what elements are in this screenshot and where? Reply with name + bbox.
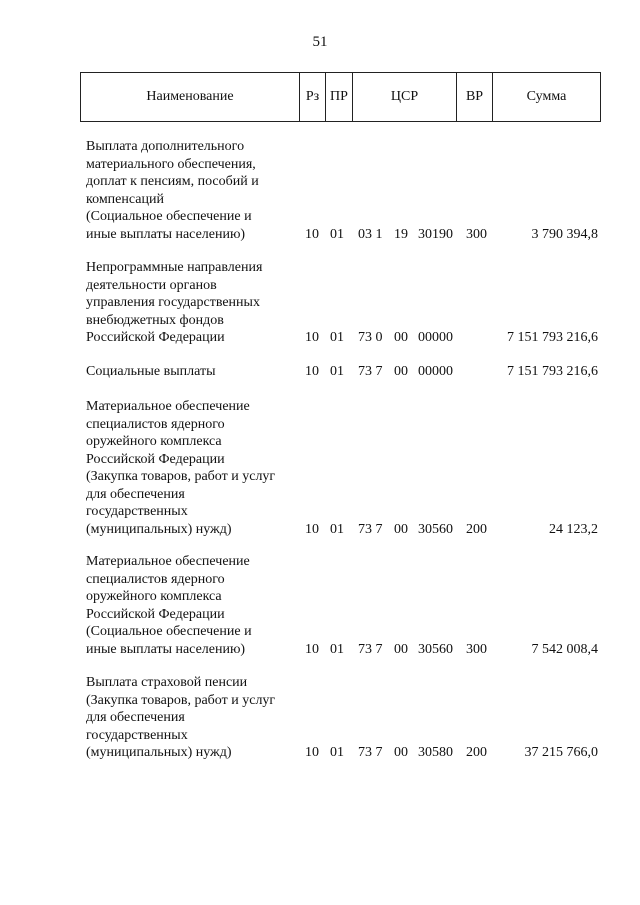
row-sum: 3 790 394,8 (531, 226, 598, 242)
row-name-line: внебюджетных фондов (86, 312, 224, 328)
row-vr: 200 (466, 745, 487, 760)
row-name-line: специалистов ядерного (86, 416, 225, 432)
row-csr-program: 03 1 (358, 226, 383, 242)
header-vr: ВР (457, 73, 493, 121)
row-rz: 10 (305, 330, 319, 345)
row-name-line: государственных (86, 504, 188, 519)
row-name-line: Российской Федерации (86, 606, 225, 622)
row-csr-program: 73 7 (358, 641, 383, 657)
row-csr-subprogram: 19 (394, 226, 408, 242)
row-sum: 37 215 766,0 (524, 745, 598, 760)
header-csr: ЦСР (353, 73, 457, 121)
row-csr-program: 73 7 (358, 745, 383, 760)
row-csr-direction: 30580 (418, 745, 453, 760)
row-codes (0, 744, 640, 762)
row-sum: 7 542 008,4 (531, 641, 598, 657)
row-name-line: для обеспечения (86, 710, 185, 725)
table-header (80, 72, 601, 122)
row-name-line: Выплата дополнительного (86, 139, 245, 154)
row-name-line: (Социальное обеспечение и (86, 209, 252, 224)
row-name-line: иные выплаты населению) (86, 641, 246, 657)
row-name-line: материального обеспечения, (86, 156, 256, 172)
row-csr-subprogram: 00 (394, 745, 408, 760)
row-name (86, 398, 301, 538)
row-name-line: (Закупка товаров, работ и услуг (86, 692, 276, 708)
row-name-line: государственных (86, 727, 188, 743)
row-pr: 01 (330, 330, 344, 345)
row-name-line: Российской Федерации (86, 330, 225, 345)
header-pr: ПР (326, 73, 353, 121)
row-pr: 01 (330, 745, 344, 760)
row-name-line: (муниципальных) нужд) (86, 521, 232, 537)
row-pr: 01 (330, 641, 344, 657)
row-vr: 200 (466, 521, 487, 537)
row-csr-program: 73 0 (358, 330, 383, 345)
row-name-line: компенсаций (86, 191, 164, 207)
row-name-line: Социальные выплаты (86, 364, 216, 379)
row-csr-direction: 30560 (418, 641, 453, 657)
row-name-line: управления государственных (86, 295, 260, 310)
row-name-line: специалистов ядерного (86, 571, 225, 587)
row-name-line: Выплата страховой пенсии (86, 675, 248, 690)
row-rz: 10 (305, 364, 319, 379)
row-csr-direction: 30190 (418, 226, 453, 242)
row-sum: 24 123,2 (549, 521, 598, 537)
row-name-line: Непрограммные направления (86, 260, 263, 275)
row-name-line: оружейного комплекса (86, 589, 222, 604)
row-pr: 01 (330, 226, 344, 242)
header-rz: Рз (300, 73, 326, 121)
row-name-line: Материальное обеспечение (86, 554, 250, 569)
page-number: 51 (312, 34, 328, 50)
row-name-line: Материальное обеспечение (86, 399, 250, 414)
row-rz: 10 (305, 226, 319, 242)
row-csr-direction: 30560 (418, 521, 453, 537)
row-name-line: Российской Федерации (86, 451, 225, 467)
row-rz: 10 (305, 521, 319, 537)
row-rz: 10 (305, 745, 319, 760)
row-csr-direction: 00000 (418, 364, 453, 379)
row-name-line: (муниципальных) нужд) (86, 745, 232, 760)
row-codes (0, 329, 640, 347)
row-csr-subprogram: 00 (394, 641, 408, 657)
row-csr-subprogram: 00 (394, 364, 408, 379)
row-codes (0, 641, 640, 659)
row-codes (0, 521, 640, 539)
row-vr: 300 (466, 641, 487, 657)
row-name-line: деятельности органов (86, 277, 217, 293)
row-codes (0, 226, 640, 244)
row-name-line: оружейного комплекса (86, 434, 222, 449)
row-csr-direction: 00000 (418, 330, 453, 345)
header-sum: Сумма (526, 89, 567, 104)
row-name-line: иные выплаты населению) (86, 226, 246, 242)
row-csr-subprogram: 00 (394, 521, 408, 537)
row-sum: 7 151 793 216,6 (507, 330, 598, 345)
row-name-line: доплат к пенсиям, пособий и (86, 174, 259, 189)
row-name-line: (Закупка товаров, работ и услуг (86, 469, 276, 484)
row-rz: 10 (305, 641, 319, 657)
row-pr: 01 (330, 364, 344, 379)
row-pr: 01 (330, 521, 344, 537)
row-name-line: для обеспечения (86, 486, 185, 502)
row-name-line: (Социальное обеспечение и (86, 624, 252, 639)
row-codes (0, 363, 640, 381)
row-csr-program: 73 7 (358, 521, 383, 537)
row-sum: 7 151 793 216,6 (507, 364, 598, 379)
header-name: Наименование (81, 73, 300, 121)
row-csr-program: 73 7 (358, 364, 383, 379)
row-vr: 300 (466, 226, 487, 242)
row-csr-subprogram: 00 (394, 330, 408, 345)
